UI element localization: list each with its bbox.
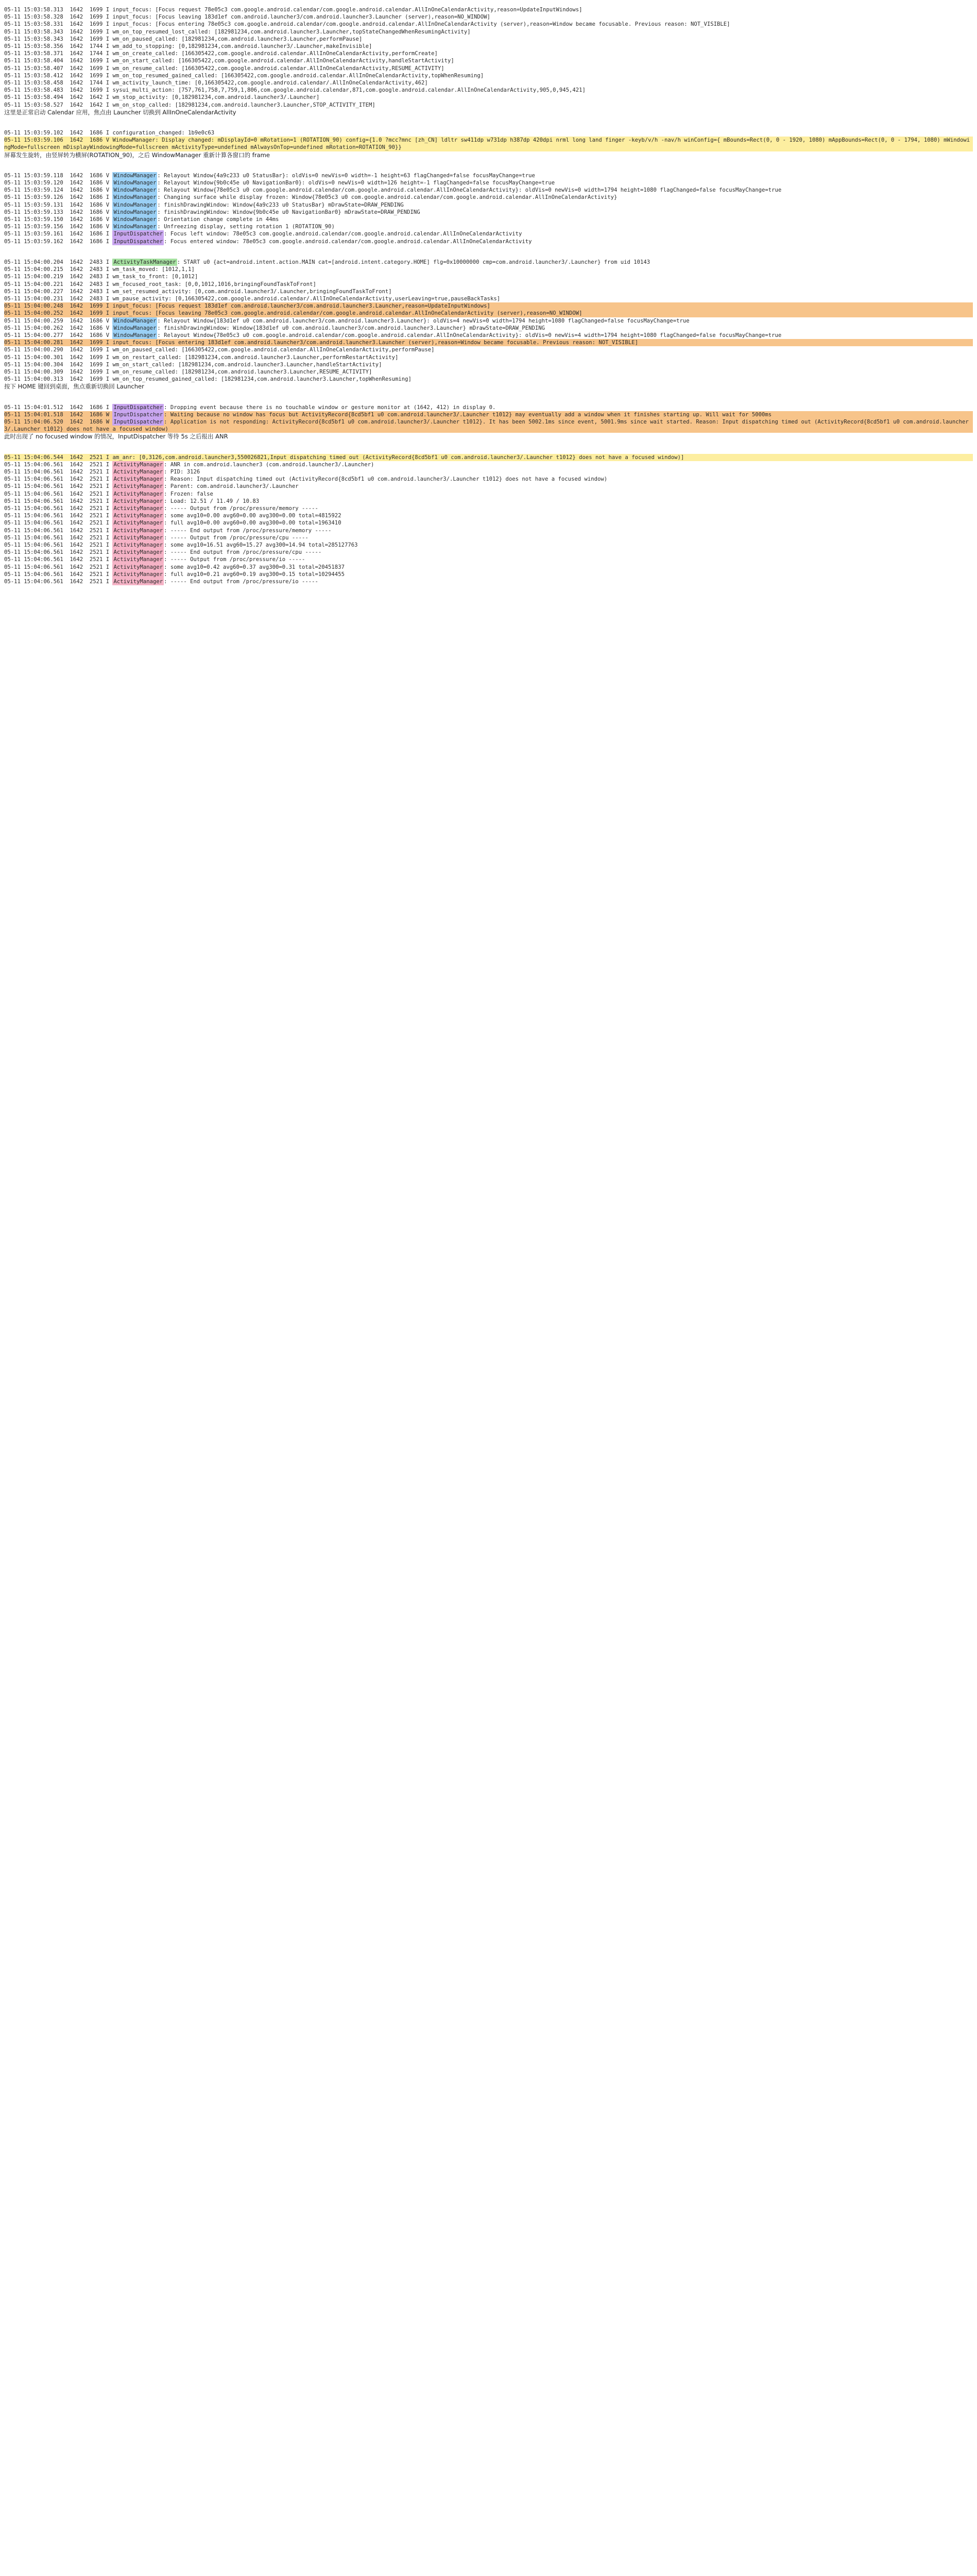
component-tag: ActivityManager <box>113 468 163 475</box>
log-line: 05-11 15:04:06.561 1642 2521 I ActivityManager : ----- End output from /proc/pressure/cpu ----- <box>4 549 322 556</box>
log-line: 05-11 15:04:06.561 1642 2521 I ActivityManager : ----- Output from /proc/pressure/cpu ----- <box>4 534 308 541</box>
log-line: 05-11 15:04:00.301 1642 1699 I wm_on_restart_called: [182981234,com.android.launcher3.Launcher,performRestartActivity] <box>4 354 399 361</box>
log-line: 05-11 15:03:59.126 1642 1686 I WindowManager : Changing surface while display frozen: Window{78e05c3 u0 com.google.android.calendar/com.google.android.calendar.AllInOneCalendarActivity} <box>4 194 618 201</box>
component-tag: ActivityManager <box>113 571 163 578</box>
component-tag: ActivityManager <box>113 549 163 556</box>
component-tag: WindowManager <box>113 194 157 201</box>
component-tag: WindowManager <box>113 180 157 187</box>
log-line: 05-11 15:03:59.124 1642 1686 V WindowManager : Relayout Window{78e05c3 u0 com.google.android.calendar/com.google.android.calendar.AllInOneCalendarActivity}: oldVis=0 newVis=0 width=1794 height=1080 flagChanged=false focusMayChange=true <box>4 187 782 194</box>
log-line: 05-11 15:04:06.544 1642 2521 I am_anr: [0,3126,com.android.launcher3,550026821,Input dispatching timed out (ActivityRecord{8cd5bf1 u0 com.android.launcher3/.Launcher t1012} does not have a focused window)] <box>4 454 973 461</box>
log-line: 05-11 15:04:00.304 1642 1699 I wm_on_start_called: [182981234,com.android.launcher3.Launcher,handleStartActivity] <box>4 361 382 368</box>
component-tag: WindowManager <box>113 209 157 215</box>
log-line: 05-11 15:04:06.561 1642 2521 I ActivityManager : PID: 3126 <box>4 468 200 475</box>
component-tag: ActivityManager <box>113 579 163 585</box>
component-tag: InputDispatcher <box>113 231 163 238</box>
component-tag: WindowManager <box>113 317 157 324</box>
component-tag: ActivityManager <box>113 476 163 483</box>
log-line: 05-11 15:03:59.156 1642 1686 V WindowManager : Unfreezing display, setting rotation 1 (ROTATION_90) <box>4 224 335 230</box>
log-line: 05-11 15:03:59.120 1642 1686 V WindowManager : Relayout Window{9b0c45e u0 NavigationBar0}: oldVis=0 newVis=0 width=126 height=-1 flagChanged=false focusMayChange=true <box>4 180 555 187</box>
component-tag: ActivityManager <box>113 505 163 512</box>
component-tag: WindowManager <box>113 201 157 208</box>
log-line: 05-11 15:04:00.262 1642 1686 V WindowManager : finishDrawingWindow: Window{183d1ef u0 com.android.launcher3/com.android.launcher3.Launcher} mDrawState=DRAW_PENDING <box>4 325 545 331</box>
log-block <box>4 6 973 116</box>
log-line: 05-11 15:04:00.313 1642 1699 I wm_on_top_resumed_gained_called: [182981234,com.android.launcher3.Launcher,topWhenResuming] <box>4 376 412 383</box>
annotation-note: 按下 HOME 键回到桌面，焦点重新切换回 Launcher <box>4 383 144 391</box>
log-line: 05-11 15:03:59.162 1642 1686 I InputDispatcher : Focus entered window: 78e05c3 com.google.android.calendar/com.google.android.calendar.AllInOneCalendarActivity <box>4 238 532 245</box>
component-tag: ActivityManager <box>113 513 163 519</box>
log-line: 05-11 15:04:06.561 1642 2521 I ActivityManager : ----- End output from /proc/pressure/memory ----- <box>4 527 332 534</box>
log-line: 05-11 15:03:58.483 1642 1699 I sysui_multi_action: [757,761,758,7,759,1,806,com.google.android.calendar,871,com.google.android.calendar.AllInOneCalendarActivity,905,0,945,421] <box>4 87 586 94</box>
log-line: 05-11 15:03:58.331 1642 1699 I input_focus: [Focus entering 78e05c3 com.google.android.calendar/com.google.android.calendar.AllInOneCalendarActivity (server),reason=Window became focusable. Previous reason: NOT_VISIBLE] <box>4 21 730 28</box>
log-line: 05-11 15:03:59.118 1642 1686 V WindowManager : Relayout Window{4a9c233 u0 StatusBar}: oldVis=0 newVis=0 width=-1 height=63 flagChanged=false focusMayChange=true <box>4 172 535 179</box>
log-line: 05-11 15:04:00.215 1642 2483 I wm_task_moved: [1012,1,1] <box>4 266 195 273</box>
annotation-note: 这里是正常启动 Calendar 应用，焦点由 Launcher 切换到 AllInOneCalendarActivity <box>4 108 236 116</box>
log-line: 05-11 15:04:06.561 1642 2521 I ActivityManager : Parent: com.android.launcher3/.Launcher <box>4 483 299 490</box>
log-line: 05-11 15:04:00.231 1642 2483 I wm_pause_activity: [0,166305422,com.google.android.calendar/.AllInOneCalendarActivity,userLeaving=true,pauseBackTasks] <box>4 295 501 302</box>
component-tag: ActivityManager <box>113 498 163 504</box>
component-tag: ActivityManager <box>113 564 163 570</box>
annotation-note: 此时出现了 no focused window 的情况，InputDispatcher 等待 5s 之后报出 ANR <box>4 433 228 440</box>
component-tag: ActivityManager <box>113 461 163 468</box>
log-line: 05-11 15:04:06.561 1642 2521 I ActivityManager : ANR in com.android.launcher3 (com.android.launcher3/.Launcher) <box>4 461 374 468</box>
log-line: 05-11 15:03:58.371 1642 1744 I wm_on_create_called: [166305422,com.google.android.calendar.AllInOneCalendarActivity,performCreate] <box>4 50 438 57</box>
log-line: 05-11 15:03:58.527 1642 1642 I wm_on_stop_called: [182981234,com.android.launcher3.Launcher,STOP_ACTIVITY_ITEM] <box>4 101 375 108</box>
log-line: 05-11 15:03:59.161 1642 1686 I InputDispatcher : Focus left window: 78e05c3 com.google.android.calendar/com.google.android.calendar.AllInOneCalendarActivity <box>4 231 522 238</box>
log-block <box>4 259 973 391</box>
log-line: 05-11 15:04:00.290 1642 1699 I wm_on_paused_called: [166305422,com.google.android.calendar.AllInOneCalendarActivity,performPause] <box>4 347 435 353</box>
log-line: 05-11 15:04:00.204 1642 2483 I ActivityTaskManager : START u0 {act=android.intent.action.MAIN cat=[android.intent.category.HOME] flg=0x10000000 cmp=com.android.launcher3/.Launcher} from uid 10143 <box>4 259 650 265</box>
component-tag: ActivityManager <box>113 534 163 541</box>
component-tag: WindowManager <box>113 216 157 223</box>
component-tag: ActivityManager <box>113 556 163 563</box>
log-line: 05-11 15:03:58.343 1642 1699 I wm_on_paused_called: [182981234,com.android.launcher3.Launcher,performPause] <box>4 36 363 42</box>
log-line: 05-11 15:04:06.561 1642 2521 I ActivityManager : some avg10=0.42 avg60=0.37 avg300=0.31 total=20451837 <box>4 564 345 570</box>
log-line: 05-11 15:03:59.133 1642 1686 V WindowManager : finishDrawingWindow: Window{9b0c45e u0 NavigationBar0} mDrawState=DRAW_PENDING <box>4 209 420 215</box>
log-block <box>4 454 973 586</box>
log-line: 05-11 15:04:06.561 1642 2521 I ActivityManager : ----- End output from /proc/pressure/io ----- <box>4 579 318 585</box>
component-tag: ActivityManager <box>113 527 163 534</box>
log-line: 05-11 15:03:58.404 1642 1699 I wm_on_start_called: [166305422,com.google.android.calendar.AllInOneCalendarActivity,handleStartActivity] <box>4 58 454 64</box>
component-tag: WindowManager <box>113 332 157 338</box>
log-block <box>4 404 973 440</box>
log-line: 05-11 15:04:06.561 1642 2521 I ActivityManager : full avg10=0.00 avg60=0.00 avg300=0.00 total=1963410 <box>4 520 341 527</box>
log-line: 05-11 15:04:00.227 1642 2483 I wm_set_resumed_activity: [0,com.android.launcher3/.Launcher,bringingFoundTaskToFront] <box>4 288 392 295</box>
log-line: 05-11 15:04:06.561 1642 2521 I ActivityManager : some avg10=0.00 avg60=0.00 avg300=0.00 total=4815922 <box>4 513 341 519</box>
log-line: 05-11 15:04:00.309 1642 1699 I wm_on_resume_called: [182981234,com.android.launcher3.Launcher,RESUME_ACTIVITY] <box>4 368 372 375</box>
component-tag: ActivityManager <box>113 490 163 497</box>
component-tag: ActivityTaskManager <box>113 259 176 265</box>
log-line: 05-11 15:03:58.328 1642 1699 I input_focus: [Focus leaving 183d1ef com.android.launcher3/com.android.launcher3.Launcher (server),reason=NO_WINDOW] <box>4 14 490 21</box>
log-line: 05-11 15:03:59.102 1642 1686 I configuration_changed: 1b9e0c63 <box>4 130 215 137</box>
annotation-note: 屏幕发生旋转，由竖屏转为横屏(ROTATION_90)，之后 WindowManager 重新计算各窗口的 frame <box>4 151 270 159</box>
component-tag: WindowManager <box>113 325 157 331</box>
log-line: 05-11 15:04:00.219 1642 2483 I wm_task_to_front: [0,1012] <box>4 274 198 280</box>
log-line: 05-11 15:04:06.561 1642 2521 I ActivityManager : ----- Output from /proc/pressure/memory ----- <box>4 505 318 512</box>
component-tag: WindowManager <box>113 172 157 179</box>
log-line: 05-11 15:04:06.520 1642 1686 W InputDispatcher : Application is not responding: ActivityRecord{8cd5bf1 u0 com.android.launcher3/.Launcher t1012}. It has been 5002.1ms since event, 5001.9ms since wait started. Reason: Input dispatching timed out (ActivityRecord{8cd5bf1 u0 com.android.launcher3/.Launcher t1012} does not have a focused window) <box>4 418 973 433</box>
log-line: 05-11 15:04:00.252 1642 1699 I input_focus: [Focus leaving 78e05c3 com.google.android.calendar/com.google.android.calendar.AllInOneCalendarActivity (server),reason=NO_WINDOW] <box>4 310 973 317</box>
log-line: 05-11 15:03:59.131 1642 1686 V WindowManager : finishDrawingWindow: Window{4a9c233 u0 StatusBar} mDrawState=DRAW_PENDING <box>4 201 404 208</box>
log-line: 05-11 15:04:00.248 1642 1699 I input_focus: [Focus request 183d1ef com.android.launcher3/com.android.launcher3.Launcher,reason=UpdateInputWindows] <box>4 302 973 310</box>
log-line: 05-11 15:04:06.561 1642 2521 I ActivityManager : some avg10=16.51 avg60=15.27 avg300=14.94 total=285127763 <box>4 542 358 548</box>
log-line: 05-11 15:03:58.343 1642 1699 I wm_on_top_resumed_lost_called: [182981234,com.android.launcher3.Launcher,topStateChangedWhenResumingActivity] <box>4 28 471 35</box>
log-line: 05-11 15:03:58.313 1642 1699 I input_focus: [Focus request 78e05c3 com.google.android.calendar/com.google.android.calendar.AllInOneCalendarActivity,reason=UpdateInputWindows] <box>4 7 582 13</box>
log-line: 05-11 15:03:58.407 1642 1699 I wm_on_resume_called: [166305422,com.google.android.calendar.AllInOneCalendarActivity,RESUME_ACTIVITY] <box>4 65 444 72</box>
log-line: 05-11 15:03:59.150 1642 1686 V WindowManager : Orientation change complete in 44ms <box>4 216 279 223</box>
log-block <box>4 172 973 245</box>
component-tag: ActivityManager <box>113 520 163 527</box>
log-line: 05-11 15:04:06.561 1642 2521 I ActivityManager : Frozen: false <box>4 490 213 497</box>
log-line: 05-11 15:04:00.281 1642 1699 I input_focus: [Focus entering 183d1ef com.android.launcher3/com.android.launcher3.Launcher (server),reason=Window became focusable. Previous reason: NOT_VISIBLE] <box>4 339 973 346</box>
log-line: 05-11 15:04:01.518 1642 1686 W InputDispatcher : Waiting because no window has focus but ActivityRecord{8cd5bf1 u0 com.android.launcher3/.Launcher t1012} may eventually add a window when it finishes starting up. Will wait for 5000ms <box>4 411 973 418</box>
component-tag: ActivityManager <box>113 542 163 548</box>
log-line: 05-11 15:04:00.277 1642 1686 V WindowManager : Relayout Window{78e05c3 u0 com.google.android.calendar/com.google.android.calendar.AllInOneCalendarActivity}: oldVis=0 newVis=4 width=1794 height=1080 flagChanged=false focusMayChange=true <box>4 332 782 338</box>
log-line: 05-11 15:03:58.412 1642 1699 I wm_on_top_resumed_gained_called: [166305422,com.google.android.calendar.AllInOneCalendarActivity,topWhenResuming] <box>4 72 484 79</box>
log-line: 05-11 15:04:00.259 1642 1686 V WindowManager : Relayout Window{183d1ef u0 com.android.launcher3/com.android.launcher3.Launcher}: oldVis=4 newVis=0 width=1794 height=1080 flagChanged=false focusMayChange=true <box>4 317 690 324</box>
log-line: 05-11 15:04:06.561 1642 2521 I ActivityManager : Reason: Input dispatching timed out (ActivityRecord{8cd5bf1 u0 com.android.launcher3/.Launcher t1012} does not have a focused window) <box>4 476 608 483</box>
component-tag: WindowManager <box>113 187 157 194</box>
log-line: 05-11 15:03:58.494 1642 1642 I wm_stop_activity: [0,182981234,com.android.launcher3/.Launcher] <box>4 94 320 101</box>
component-tag: InputDispatcher <box>113 238 163 245</box>
component-tag: InputDispatcher <box>113 418 163 425</box>
log-line: 05-11 15:04:06.561 1642 2521 I ActivityManager : full avg10=0.21 avg60=0.19 avg300=0.15 total=10294455 <box>4 571 345 578</box>
log-line: 05-11 15:04:00.221 1642 2483 I wm_focused_root_task: [0,0,1012,1016,bringingFoundTaskToFront] <box>4 281 316 287</box>
component-tag: ActivityManager <box>113 483 163 490</box>
component-tag: WindowManager <box>113 224 157 230</box>
log-line: 05-11 15:03:59.106 1642 1686 V WindowManager: Display changed: mDisplayId=0 mRotation=1 (ROTATION_90) config={1.0 ?mcc?mnc [zh_CN] ldltr sw411dp w731dp h387dp 420dpi nrml long land finger -keyb/v/h -nav/h winConfig={ mBounds=Rect(0, 0 - 1920, 1080) mAppBounds=Rect(0, 0 - 1794, 1080) mWindowingMode=fullscreen mDisplayWindowingMode=fullscreen mActivityType=undefined mAlwaysOnTop=undefined mRotation=ROTATION_90}} <box>4 137 973 151</box>
component-tag: InputDispatcher <box>113 404 163 411</box>
log-line: 05-11 15:03:58.356 1642 1744 I wm_add_to_stopping: [0,182981234,com.android.launcher3/.Launcher,makeInvisible] <box>4 43 372 50</box>
log-line: 05-11 15:04:01.512 1642 1686 I InputDispatcher : Dropping event because there is no touchable window or gesture monitor at (1642, 412) in display 0. <box>4 404 496 411</box>
log-line: 05-11 15:04:06.561 1642 2521 I ActivityManager : Load: 12.51 / 11.49 / 10.83 <box>4 498 260 504</box>
component-tag: InputDispatcher <box>113 411 163 418</box>
log-block <box>4 129 973 159</box>
log-line: 05-11 15:03:58.458 1642 1744 I wm_activity_launch_time: [0,166305422,com.google.android.calendar/.AllInOneCalendarActivity,462] <box>4 80 428 87</box>
log-line: 05-11 15:04:06.561 1642 2521 I ActivityManager : ----- Output from /proc/pressure/io ----- <box>4 556 305 563</box>
